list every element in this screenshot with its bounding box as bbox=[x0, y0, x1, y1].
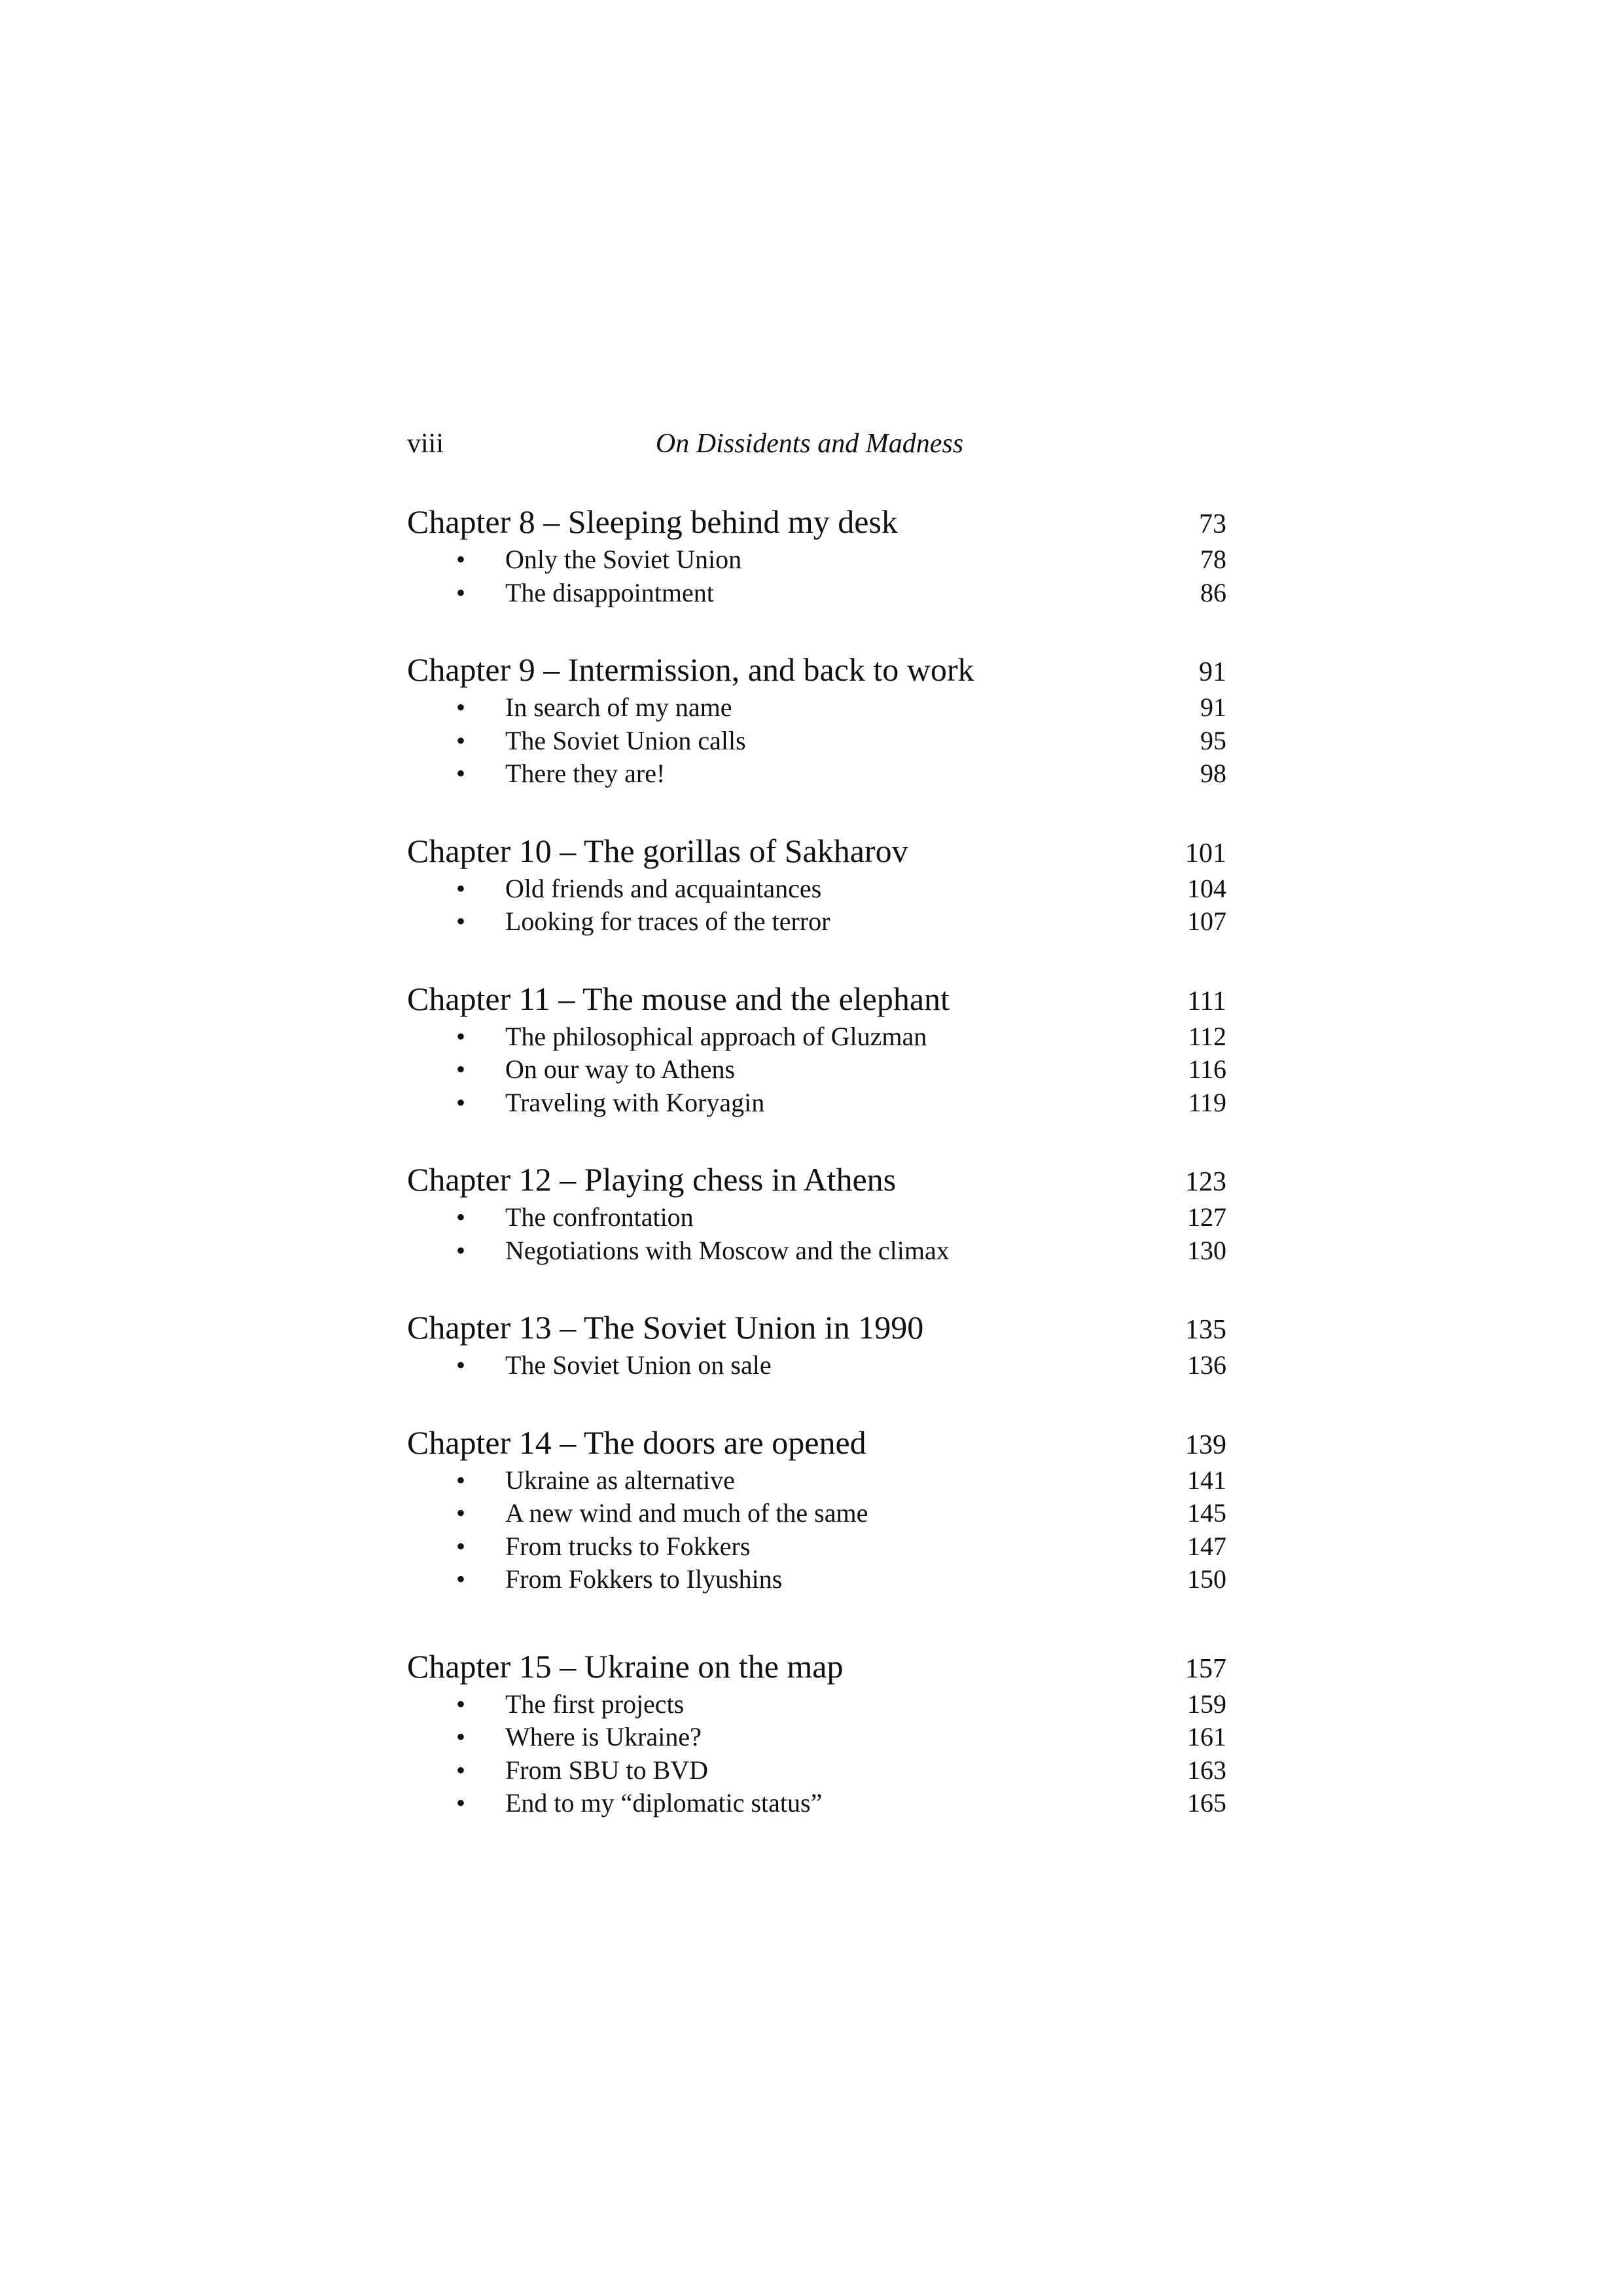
section-page-number: 150 bbox=[1187, 1564, 1226, 1594]
section-title: From SBU to BVD bbox=[505, 1755, 709, 1785]
toc-section-row[interactable] bbox=[407, 1497, 1226, 1530]
bullet-icon: • bbox=[456, 725, 466, 755]
bullet-icon: • bbox=[456, 1054, 466, 1084]
section-title: The philosophical approach of Gluzman bbox=[505, 1021, 927, 1051]
toc-section-row[interactable] bbox=[407, 1787, 1226, 1820]
toc-section-row[interactable] bbox=[407, 577, 1226, 610]
chapter-spacer bbox=[407, 791, 1226, 830]
section-page-number: 91 bbox=[1200, 692, 1226, 722]
bullet-icon: • bbox=[456, 906, 466, 936]
section-title: Looking for traces of the terror bbox=[505, 906, 830, 936]
section-page-number: 145 bbox=[1187, 1498, 1226, 1528]
section-title: Where is Ukraine? bbox=[505, 1722, 702, 1751]
section-page-number: 127 bbox=[1187, 1202, 1226, 1232]
chapter-title: Chapter 15 – Ukraine on the map bbox=[407, 1647, 844, 1685]
chapter-title: Chapter 8 – Sleeping behind my desk bbox=[407, 503, 898, 540]
section-title: A new wind and much of the same bbox=[505, 1498, 868, 1528]
section-title: The first projects bbox=[505, 1689, 685, 1719]
chapter-title: Chapter 11 – The mouse and the elephant bbox=[407, 980, 950, 1017]
toc-chapter-row[interactable] bbox=[407, 649, 1226, 691]
toc-chapter bbox=[407, 1306, 1226, 1382]
chapter-page-number: 91 bbox=[1199, 657, 1226, 687]
toc-section-row[interactable] bbox=[407, 725, 1226, 758]
toc-section-row[interactable] bbox=[407, 1754, 1226, 1787]
chapter-title: Chapter 10 – The gorillas of Sakharov bbox=[407, 832, 908, 869]
section-page-number: 119 bbox=[1188, 1087, 1226, 1117]
toc-section-row[interactable] bbox=[407, 905, 1226, 939]
section-title: There they are! bbox=[505, 759, 666, 788]
section-page-number: 163 bbox=[1187, 1755, 1226, 1785]
section-page-number: 116 bbox=[1188, 1054, 1226, 1084]
toc-section-row[interactable] bbox=[407, 872, 1226, 906]
section-page-number: 161 bbox=[1187, 1722, 1226, 1751]
toc-section-row[interactable] bbox=[407, 1563, 1226, 1596]
section-title: From trucks to Fokkers bbox=[505, 1531, 751, 1561]
toc-chapter bbox=[407, 978, 1226, 1120]
bullet-icon: • bbox=[456, 1235, 466, 1265]
book-title: On Dissidents and Madness bbox=[655, 429, 964, 459]
section-title: On our way to Athens bbox=[505, 1054, 736, 1084]
section-title: The Soviet Union on sale bbox=[505, 1350, 772, 1380]
section-title: Only the Soviet Union bbox=[505, 545, 742, 574]
toc-chapter bbox=[407, 830, 1226, 939]
bullet-icon: • bbox=[456, 873, 466, 903]
bullet-icon: • bbox=[456, 1087, 466, 1117]
toc-chapter bbox=[407, 501, 1226, 609]
toc-section-row[interactable] bbox=[407, 1234, 1226, 1268]
chapter-page-number: 139 bbox=[1185, 1429, 1226, 1460]
section-title: Old friends and acquaintances bbox=[505, 873, 822, 903]
toc-chapter bbox=[407, 1422, 1226, 1596]
section-title: The Soviet Union calls bbox=[505, 725, 746, 755]
toc-chapter bbox=[407, 649, 1226, 791]
section-page-number: 86 bbox=[1200, 577, 1226, 607]
bullet-icon: • bbox=[456, 1465, 466, 1495]
chapter-spacer bbox=[407, 1596, 1226, 1645]
toc-chapter-row[interactable] bbox=[407, 1306, 1226, 1349]
bullet-icon: • bbox=[456, 1202, 466, 1232]
chapter-spacer bbox=[407, 1267, 1226, 1306]
chapter-spacer bbox=[407, 609, 1226, 649]
section-page-number: 95 bbox=[1200, 725, 1226, 755]
chapter-page-number: 111 bbox=[1187, 986, 1226, 1016]
toc-section-row[interactable] bbox=[407, 1721, 1226, 1754]
bullet-icon: • bbox=[456, 692, 466, 722]
section-page-number: 159 bbox=[1187, 1689, 1226, 1719]
section-page-number: 130 bbox=[1187, 1235, 1226, 1265]
bullet-icon: • bbox=[456, 1531, 466, 1561]
bullet-icon: • bbox=[456, 1350, 466, 1380]
chapter-page-number: 123 bbox=[1185, 1167, 1226, 1197]
toc-chapter bbox=[407, 1158, 1226, 1267]
toc-section-row[interactable] bbox=[407, 1349, 1226, 1382]
bullet-icon: • bbox=[456, 1689, 466, 1719]
chapter-page-number: 101 bbox=[1185, 838, 1226, 869]
section-title: The disappointment bbox=[505, 577, 714, 607]
bullet-icon: • bbox=[456, 1788, 466, 1818]
section-page-number: 104 bbox=[1187, 873, 1226, 903]
chapter-title: Chapter 13 – The Soviet Union in 1990 bbox=[407, 1309, 924, 1346]
section-title: Traveling with Koryagin bbox=[505, 1087, 765, 1117]
toc-section-row[interactable] bbox=[407, 1688, 1226, 1721]
chapter-spacer bbox=[407, 1382, 1226, 1422]
toc-section-row[interactable] bbox=[407, 1086, 1226, 1120]
toc-section-row[interactable] bbox=[407, 1464, 1226, 1498]
toc-chapter-row[interactable] bbox=[407, 1422, 1226, 1464]
bullet-icon: • bbox=[456, 577, 466, 607]
bullet-icon: • bbox=[456, 545, 466, 574]
running-head bbox=[407, 424, 1225, 463]
chapter-page-number: 157 bbox=[1185, 1653, 1226, 1684]
toc-section-row[interactable] bbox=[407, 1530, 1226, 1564]
chapter-page-number: 135 bbox=[1185, 1315, 1226, 1345]
page-number: viii bbox=[407, 429, 444, 459]
section-title: In search of my name bbox=[505, 692, 732, 722]
bullet-icon: • bbox=[456, 759, 466, 788]
toc-section-row[interactable] bbox=[407, 757, 1226, 791]
toc-chapter-row[interactable] bbox=[407, 830, 1226, 872]
toc-section-row[interactable] bbox=[407, 543, 1226, 577]
section-title: The confrontation bbox=[505, 1202, 694, 1232]
section-page-number: 165 bbox=[1187, 1788, 1226, 1818]
section-page-number: 78 bbox=[1200, 545, 1226, 574]
toc-chapter-row[interactable] bbox=[407, 1645, 1226, 1688]
section-page-number: 112 bbox=[1188, 1021, 1226, 1051]
toc-section-row[interactable] bbox=[407, 1053, 1226, 1086]
chapter-title: Chapter 9 – Intermission, and back to work bbox=[407, 651, 974, 688]
section-page-number: 98 bbox=[1200, 759, 1226, 788]
bullet-icon: • bbox=[456, 1564, 466, 1594]
chapter-page-number: 73 bbox=[1199, 509, 1226, 539]
bullet-icon: • bbox=[456, 1722, 466, 1751]
section-title: Ukraine as alternative bbox=[505, 1465, 735, 1495]
chapter-spacer bbox=[407, 939, 1226, 978]
section-title: End to my “diplomatic status” bbox=[505, 1788, 823, 1818]
bullet-icon: • bbox=[456, 1755, 466, 1785]
table-of-contents bbox=[407, 501, 1226, 1820]
toc-chapter-row[interactable] bbox=[407, 501, 1226, 543]
chapter-title: Chapter 14 – The doors are opened bbox=[407, 1424, 866, 1461]
toc-chapter bbox=[407, 1645, 1226, 1820]
section-page-number: 141 bbox=[1187, 1465, 1226, 1495]
toc-section-row[interactable] bbox=[407, 1201, 1226, 1234]
chapter-spacer bbox=[407, 1119, 1226, 1158]
section-title: From Fokkers to Ilyushins bbox=[505, 1564, 783, 1594]
toc-chapter-row[interactable] bbox=[407, 978, 1226, 1020]
toc-section-row[interactable] bbox=[407, 691, 1226, 725]
section-page-number: 136 bbox=[1187, 1350, 1226, 1380]
section-page-number: 107 bbox=[1187, 906, 1226, 936]
toc-section-row[interactable] bbox=[407, 1020, 1226, 1054]
bullet-icon: • bbox=[456, 1021, 466, 1051]
bullet-icon: • bbox=[456, 1498, 466, 1528]
toc-chapter-row[interactable] bbox=[407, 1158, 1226, 1201]
section-title: Negotiations with Moscow and the climax bbox=[505, 1235, 950, 1265]
chapter-title: Chapter 12 – Playing chess in Athens bbox=[407, 1161, 897, 1198]
section-page-number: 147 bbox=[1187, 1531, 1226, 1561]
